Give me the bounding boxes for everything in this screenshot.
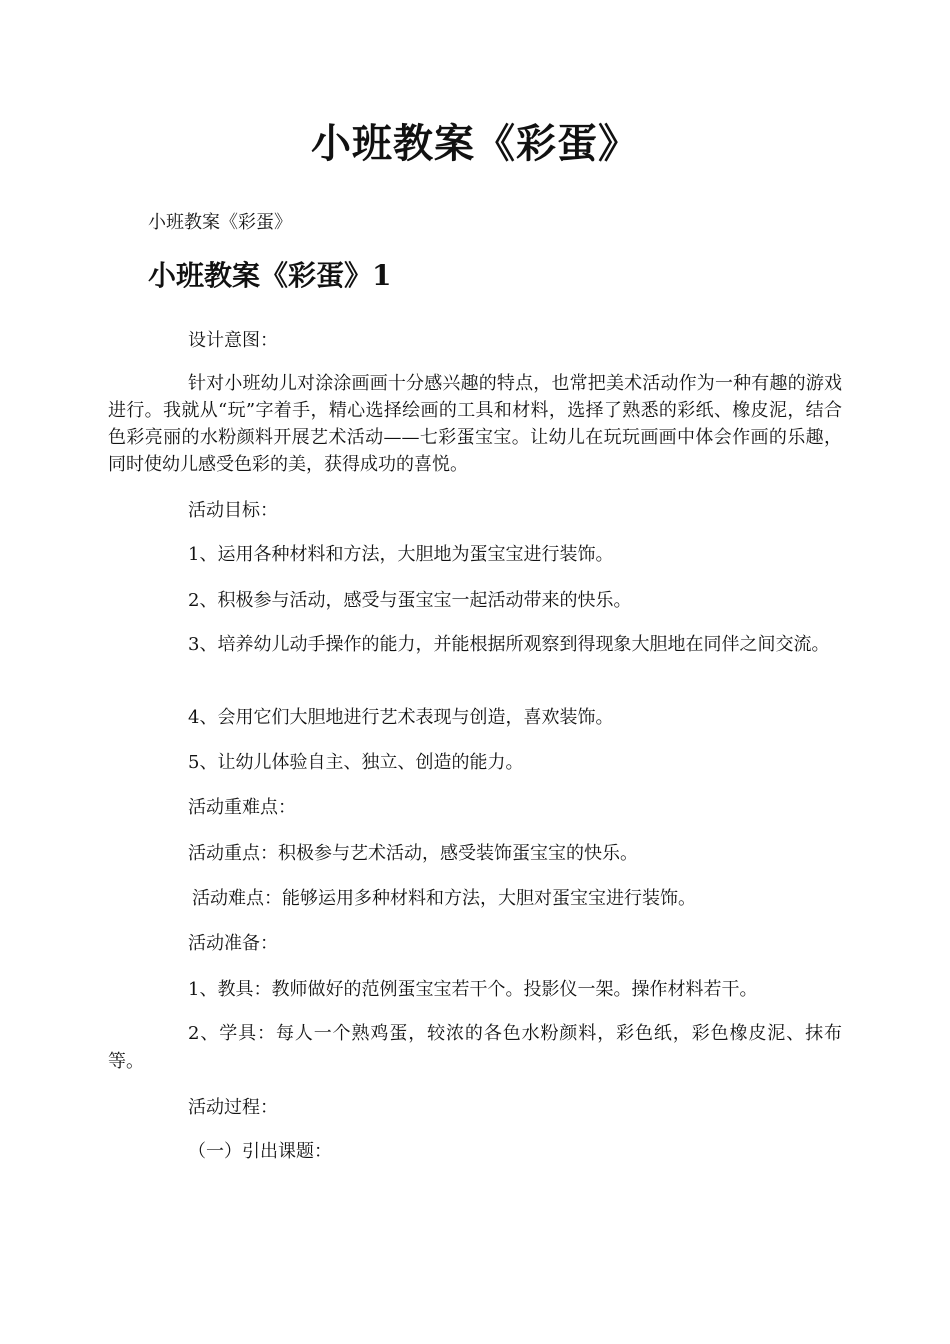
goal-item: 5、让幼儿体验自主、独立、创造的能力。: [188, 752, 524, 773]
section-heading: 小班教案《彩蛋》1: [148, 259, 392, 292]
page-title: 小班教案《彩蛋》: [311, 120, 639, 167]
goal-item: 2、积极参与活动，感受与蛋宝宝一起活动带来的快乐。: [188, 590, 632, 611]
key-points-label: 活动重难点：: [188, 797, 296, 818]
goal-item: 1、运用各种材料和方法，大胆地为蛋宝宝进行装饰。: [188, 544, 614, 565]
process-step: （一）引出课题：: [188, 1141, 332, 1162]
preparation-item: 2、学具：每人一个熟鸡蛋，较浓的各色水粉颜料，彩色纸，彩色橡皮泥、抹布等。: [108, 1023, 842, 1072]
preparation-item: 1、教具：教师做好的范例蛋宝宝若干个。投影仪一架。操作材料若干。: [188, 979, 758, 1000]
preparation-label: 活动准备：: [188, 933, 278, 954]
difficult-point: 活动难点：能够运用多种材料和方法，大胆对蛋宝宝进行装饰。: [192, 888, 696, 909]
goals-label: 活动目标：: [188, 500, 278, 521]
design-intent-label: 设计意图：: [188, 330, 278, 351]
process-label: 活动过程：: [188, 1097, 278, 1118]
goal-item: 4、会用它们大胆地进行艺术表现与创造，喜欢装饰。: [188, 707, 614, 728]
goal-item: 3、培养幼儿动手操作的能力，并能根据所观察到得现象大胆地在同伴之间交流。: [188, 634, 830, 655]
design-intent-paragraph: 针对小班幼儿对涂涂画画十分感兴趣的特点，也常把美术活动作为一种有趣的游戏进行。我就从“玩”字着手，精心选择绘画的工具和材料，选择了熟悉的彩纸、橡皮泥，结合色彩亮丽的水粉颜料开展艺术活动——七彩蛋宝宝。让幼儿在玩玩画画中体会作画的乐趣，同时使幼儿感受色彩的美，获得成功的喜悦。: [108, 373, 842, 475]
key-point: 活动重点：积极参与艺术活动，感受装饰蛋宝宝的快乐。: [188, 843, 638, 864]
document-subtitle: 小班教案《彩蛋》: [148, 212, 292, 233]
